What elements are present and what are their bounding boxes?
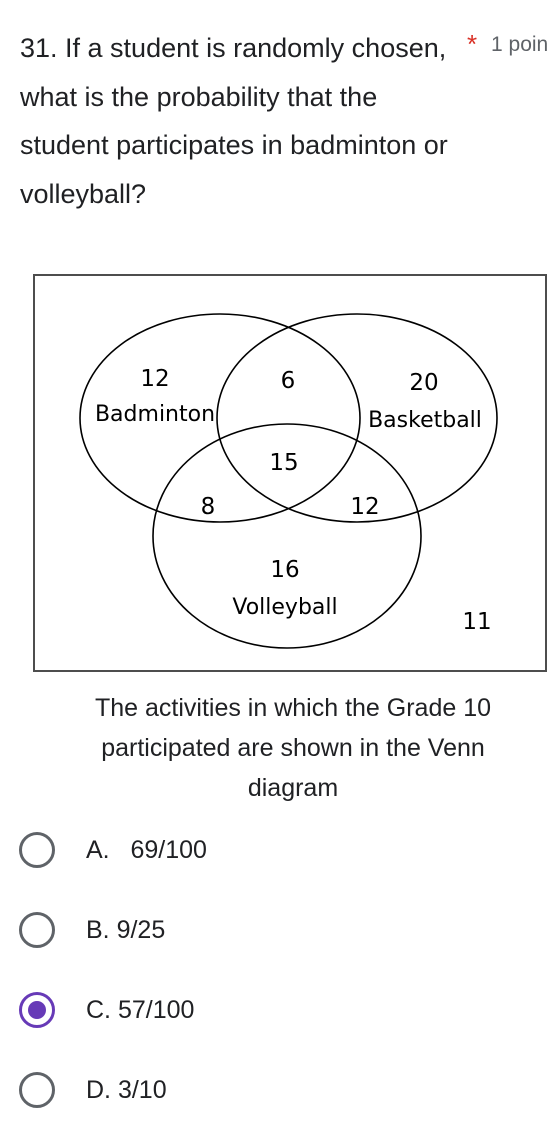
region-basketball-only: 20 [409,370,439,396]
caption-line: The activities in which the Grade 10 [94,694,492,722]
option-b[interactable] [0,902,559,958]
option-d[interactable] [0,1062,559,1118]
caption-line: participated are shown in the Venn [101,734,485,762]
region-badminton-volleyball: 8 [200,494,216,520]
region-all-three: 15 [269,450,299,476]
region-volleyball-only: 16 [270,557,300,583]
label-volleyball: Volleyball [232,595,338,620]
region-badminton-basketball: 6 [280,368,296,394]
caption-line: diagram [247,774,339,802]
region-none: 11 [462,609,492,635]
option-label: A. 69/100 [86,836,207,864]
label-basketball: Basketball [368,408,482,433]
option-a[interactable] [0,822,559,878]
label-badminton: Badminton [94,402,216,427]
option-label: B. 9/25 [86,916,166,944]
region-badminton-only: 12 [140,366,170,392]
radio-dot-icon [28,1001,46,1019]
option-c[interactable] [0,982,559,1038]
points-label: 1 poin [491,33,549,56]
option-label: D. 3/10 [86,1076,167,1104]
option-label: C. 57/100 [86,996,195,1024]
question-text: 31. If a student is randomly chosen, what is the probability that the student participates in badminton or volleyball? [20,33,448,209]
radio-button-icon[interactable] [19,912,55,948]
radio-button-icon[interactable] [19,1072,55,1108]
radio-button-selected-icon[interactable] [19,992,55,1028]
radio-button-icon[interactable] [19,832,55,868]
required-asterisk: * [467,29,478,59]
region-basketball-volleyball: 12 [350,494,380,520]
diagram-caption [0,688,559,808]
